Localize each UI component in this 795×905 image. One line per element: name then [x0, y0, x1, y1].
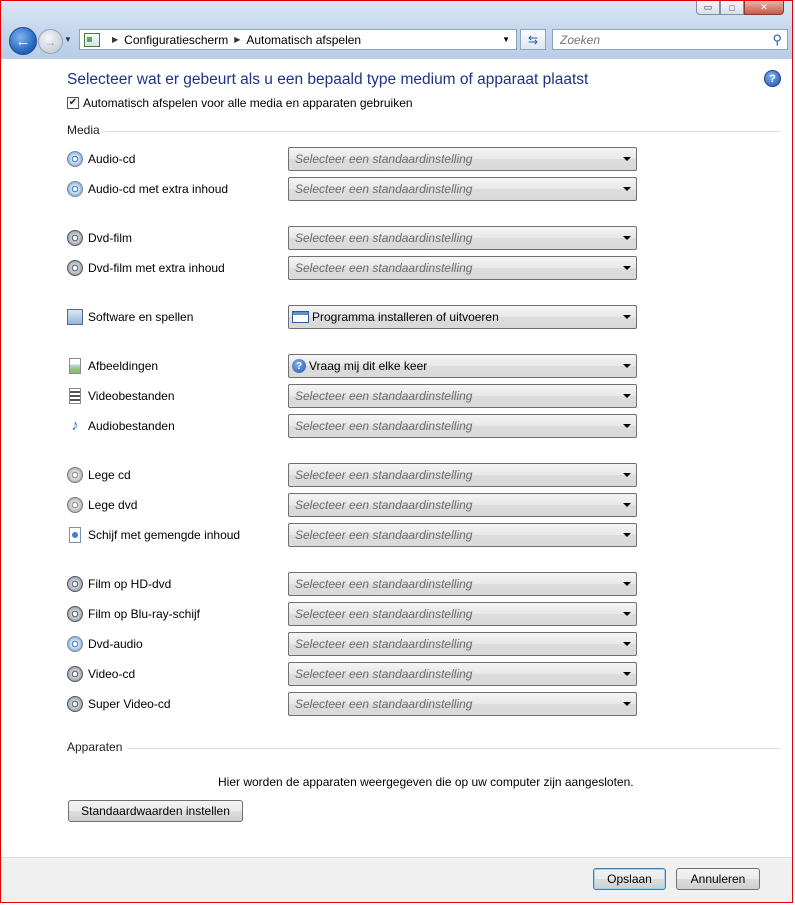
select-value: Selecteer een standaardinstelling: [295, 498, 473, 512]
dropdown-arrow-icon[interactable]: [623, 315, 631, 319]
divider: [105, 131, 780, 132]
search-input[interactable]: [558, 32, 752, 48]
media-label: Schijf met gemengde inhoud: [88, 528, 241, 542]
media-row: [67, 602, 642, 626]
maximize-button[interactable]: □: [720, 1, 744, 15]
media-row: [67, 177, 642, 201]
footer-bar: [1, 857, 792, 903]
media-row: [67, 463, 642, 487]
dropdown-arrow-icon[interactable]: [623, 236, 631, 240]
video-cd-icon: [67, 666, 83, 682]
media-row: [67, 493, 642, 517]
select-value: Selecteer een standaardinstelling: [295, 231, 473, 245]
default-action-select[interactable]: [288, 602, 637, 626]
dropdown-arrow-icon[interactable]: [623, 473, 631, 477]
chevron-right-icon[interactable]: ▶: [112, 35, 119, 44]
blank-cd-icon: [67, 467, 83, 483]
select-value: Selecteer een standaardinstelling: [295, 468, 473, 482]
media-row: [67, 147, 642, 171]
mixed-content-icon: [69, 527, 81, 543]
media-row: [67, 632, 642, 656]
divider: [127, 748, 780, 749]
dropdown-arrow-icon[interactable]: [623, 187, 631, 191]
media-label: Lege cd: [88, 468, 131, 482]
media-label: Audio-cd: [88, 152, 136, 166]
audio-cd-icon: [67, 151, 83, 167]
default-action-select[interactable]: [288, 523, 637, 547]
select-value: Selecteer een standaardinstelling: [295, 577, 473, 591]
refresh-icon: ⇆: [527, 32, 539, 47]
media-row: [67, 354, 642, 378]
refresh-button[interactable]: [520, 29, 546, 50]
media-row: [67, 523, 642, 547]
media-row: [67, 226, 642, 250]
address-bar[interactable]: [79, 29, 517, 50]
media-label: Dvd-audio: [88, 637, 143, 651]
dvd-film-icon: [67, 260, 83, 276]
default-action-select[interactable]: [288, 463, 637, 487]
software-icon: [67, 309, 83, 325]
dropdown-arrow-icon[interactable]: [623, 672, 631, 676]
media-row: [67, 384, 642, 408]
media-label: Lege dvd: [88, 498, 138, 512]
media-row: [67, 256, 642, 280]
dvd-film-icon: [67, 230, 83, 246]
save-button[interactable]: Opslaan: [593, 868, 666, 890]
window-buttons: [696, 1, 784, 15]
default-action-select[interactable]: [288, 177, 637, 201]
search-icon[interactable]: ⚲: [772, 31, 782, 47]
recent-pages-dropdown[interactable]: ▼: [64, 35, 72, 44]
dropdown-arrow-icon[interactable]: [623, 503, 631, 507]
dropdown-arrow-icon[interactable]: [623, 612, 631, 616]
default-action-select[interactable]: [288, 662, 637, 686]
pictures-icon: [69, 358, 81, 374]
default-action-select[interactable]: [288, 632, 637, 656]
checkbox-label: Automatisch afspelen voor alle media en apparaten gebruiken: [83, 96, 413, 110]
dropdown-arrow-icon[interactable]: [623, 394, 631, 398]
default-action-select[interactable]: [288, 305, 637, 329]
select-value: Selecteer een standaardinstelling: [295, 389, 473, 403]
program-window-icon: [292, 311, 309, 323]
default-action-select[interactable]: [288, 692, 637, 716]
devices-description: Hier worden de apparaten weergegeven die op uw computer zijn aangesloten.: [218, 775, 634, 789]
dropdown-arrow-icon[interactable]: [623, 702, 631, 706]
window-chrome: [1, 1, 792, 59]
media-label: Software en spellen: [88, 310, 194, 324]
audio-files-icon: ♪: [71, 417, 79, 434]
cancel-button[interactable]: Annuleren: [676, 868, 760, 890]
media-section-title: Media: [67, 123, 100, 137]
main-content: [1, 59, 792, 859]
default-action-select[interactable]: [288, 384, 637, 408]
default-action-select[interactable]: [288, 354, 637, 378]
dvd-audio-icon: [67, 636, 83, 652]
select-value: Selecteer een standaardinstelling: [295, 152, 473, 166]
audio-cd-icon: [67, 181, 83, 197]
page-title: Selecteer wat er gebeurt als u een bepaald type medium of apparaat plaatst: [67, 71, 589, 88]
breadcrumb-item-control-panel[interactable]: Configuratiescherm: [124, 32, 229, 47]
default-action-select[interactable]: [288, 572, 637, 596]
media-label: Dvd-film met extra inhoud: [88, 261, 225, 275]
media-row: [67, 414, 642, 438]
control-panel-icon: [84, 33, 100, 47]
back-arrow-icon: ←: [15, 32, 31, 50]
media-label: Audio-cd met extra inhoud: [88, 182, 229, 196]
dropdown-arrow-icon[interactable]: [623, 364, 631, 368]
media-label: Film op HD-dvd: [88, 577, 172, 591]
devices-section-title: Apparaten: [67, 740, 123, 754]
back-button[interactable]: [9, 27, 37, 55]
default-action-select[interactable]: [288, 226, 637, 250]
select-value: Selecteer een standaardinstelling: [295, 528, 473, 542]
media-label: Videobestanden: [88, 389, 175, 403]
reset-defaults-button[interactable]: Standaardwaarden instellen: [68, 800, 243, 822]
select-value: Selecteer een standaardinstelling: [295, 637, 473, 651]
dropdown-arrow-icon[interactable]: [623, 266, 631, 270]
search-box[interactable]: [552, 29, 788, 50]
select-value: Selecteer een standaardinstelling: [295, 182, 473, 196]
select-value: Selecteer een standaardinstelling: [295, 419, 473, 433]
default-action-select[interactable]: [288, 147, 637, 171]
minimize-button[interactable]: ▭: [696, 1, 720, 15]
media-row: [67, 305, 642, 329]
close-button[interactable]: ✕: [744, 1, 784, 15]
media-row: [67, 692, 642, 716]
bluray-icon: [67, 606, 83, 622]
default-action-select[interactable]: [288, 493, 637, 517]
select-value: Vraag mij dit elke keer: [309, 359, 428, 373]
autoplay-master-checkbox[interactable]: [67, 96, 413, 110]
checkbox[interactable]: ✔: [68, 97, 78, 108]
chevron-right-icon[interactable]: ▶: [234, 35, 241, 44]
select-value: Selecteer een standaardinstelling: [295, 261, 473, 275]
default-action-select[interactable]: [288, 256, 637, 280]
blank-dvd-icon: [67, 497, 83, 513]
hd-dvd-icon: [67, 576, 83, 592]
select-value: Selecteer een standaardinstelling: [295, 607, 473, 621]
forward-arrow-icon: →: [44, 34, 57, 49]
media-label: Afbeeldingen: [88, 359, 159, 373]
select-value: Programma installeren of uitvoeren: [312, 310, 499, 324]
super-video-cd-icon: [67, 696, 83, 712]
media-row: [67, 572, 642, 596]
dropdown-arrow-icon[interactable]: [623, 424, 631, 428]
media-label: Video-cd: [88, 667, 136, 681]
address-dropdown-icon[interactable]: ▼: [502, 35, 510, 44]
default-action-select[interactable]: [288, 414, 637, 438]
dropdown-arrow-icon[interactable]: [623, 642, 631, 646]
breadcrumb: [106, 33, 361, 47]
media-label: Audiobestanden: [88, 419, 175, 433]
dropdown-arrow-icon[interactable]: [623, 157, 631, 161]
video-files-icon: [69, 388, 81, 404]
media-label: Film op Blu-ray-schijf: [88, 607, 201, 621]
media-label: Dvd-film: [88, 231, 132, 245]
dropdown-arrow-icon[interactable]: [623, 533, 631, 537]
media-label: Super Video-cd: [88, 697, 171, 711]
select-value: Selecteer een standaardinstelling: [295, 667, 473, 681]
help-icon[interactable]: ?: [764, 70, 781, 87]
breadcrumb-item-autoplay[interactable]: Automatisch afspelen: [246, 32, 362, 47]
dropdown-arrow-icon[interactable]: [623, 582, 631, 586]
question-icon: ?: [292, 359, 306, 373]
forward-button[interactable]: [38, 29, 63, 54]
media-row: [67, 662, 642, 686]
select-value: Selecteer een standaardinstelling: [295, 697, 473, 711]
